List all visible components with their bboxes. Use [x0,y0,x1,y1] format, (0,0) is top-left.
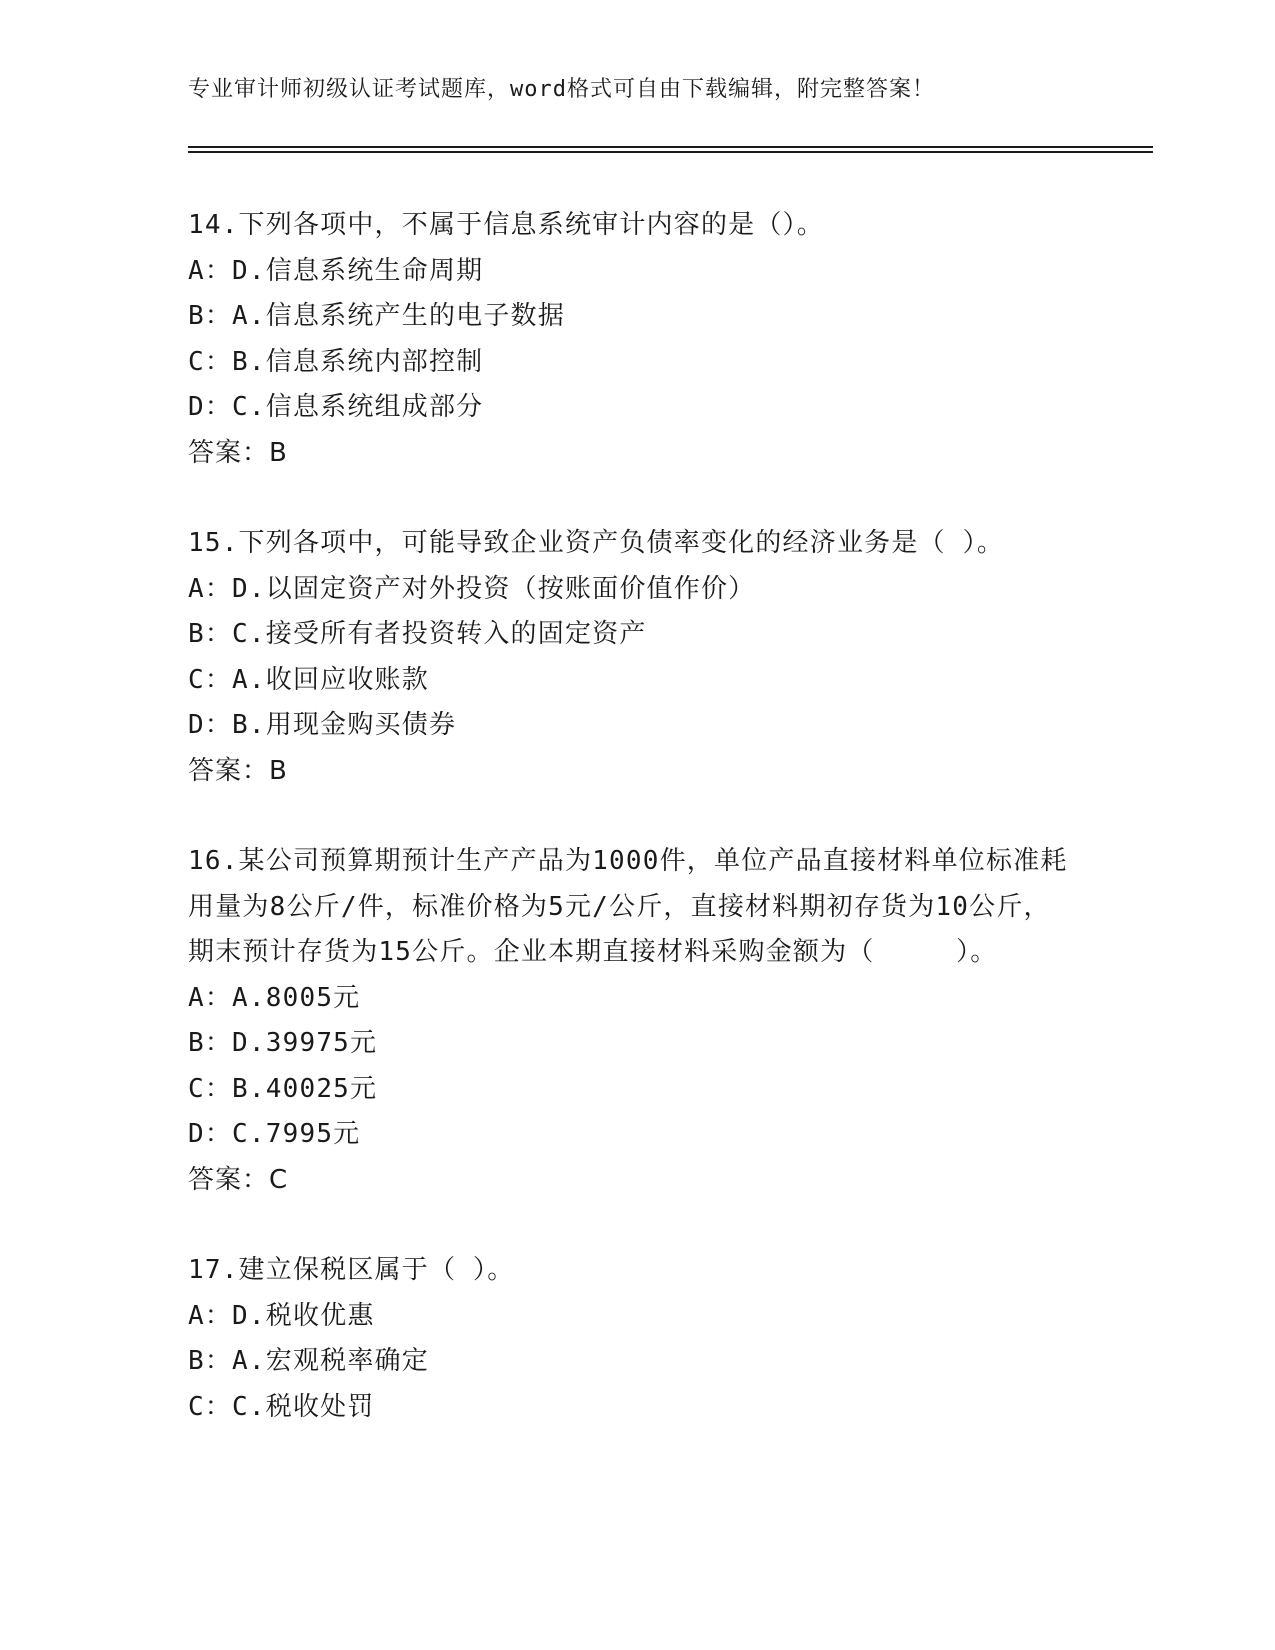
option-b: B：A.宏观税率确定 [188,1346,429,1376]
question-17 [188,1248,1068,1430]
option-d: D：B.用现金购买债券 [188,710,457,740]
option-c: C：B.信息系统内部控制 [188,346,484,377]
option-c: C：A.收回应收账款 [188,664,429,695]
page-header: 专业审计师初级认证考试题库，word格式可自由下载编辑，附完整答案！ [188,77,935,102]
question-14 [188,203,1068,476]
option-a: A：D.以固定资产对外投资（按账面价值作价） [188,573,756,604]
question-16 [188,839,1068,1203]
option-c: C：C.税收处罚 [188,1391,375,1422]
question-stem: 17.建立保税区属于（ ）。 [188,1255,515,1285]
question-stem: 14.下列各项中，不属于信息系统审计内容的是（）。 [188,210,824,240]
question-stem: 15.下列各项中，可能导致企业资产负债率变化的经济业务是（ ）。 [188,528,1005,558]
question-15 [188,521,1068,794]
question-stem: 16.某公司预算期预计生产产品为1000件，单位产品直接材料单位标准耗用量为8公斤/件，标准价格为5元/公斤，直接材料期初存货为10公斤，期末预计存货为15公斤。企业本期直接材料采购金额为（ ）。 [188,846,1068,967]
option-d: D：C.7995元 [188,1119,361,1149]
answer: 答案：B [188,437,288,468]
option-b: B：D.39975元 [188,1028,378,1058]
option-a: A：A.8005元 [188,982,361,1013]
option-a: A：D.税收优惠 [188,1300,375,1331]
header-divider-bottom [188,151,1153,153]
answer: 答案：C [188,1164,289,1195]
header-divider-top [188,146,1153,148]
option-c: C：B.40025元 [188,1073,378,1104]
question-list [188,203,1068,1475]
option-b: B：A.信息系统产生的电子数据 [188,301,565,331]
option-d: D：C.信息系统组成部分 [188,392,484,422]
option-a: A：D.信息系统生命周期 [188,255,484,286]
answer: 答案：B [188,755,288,786]
option-b: B：C.接受所有者投资转入的固定资产 [188,619,647,649]
